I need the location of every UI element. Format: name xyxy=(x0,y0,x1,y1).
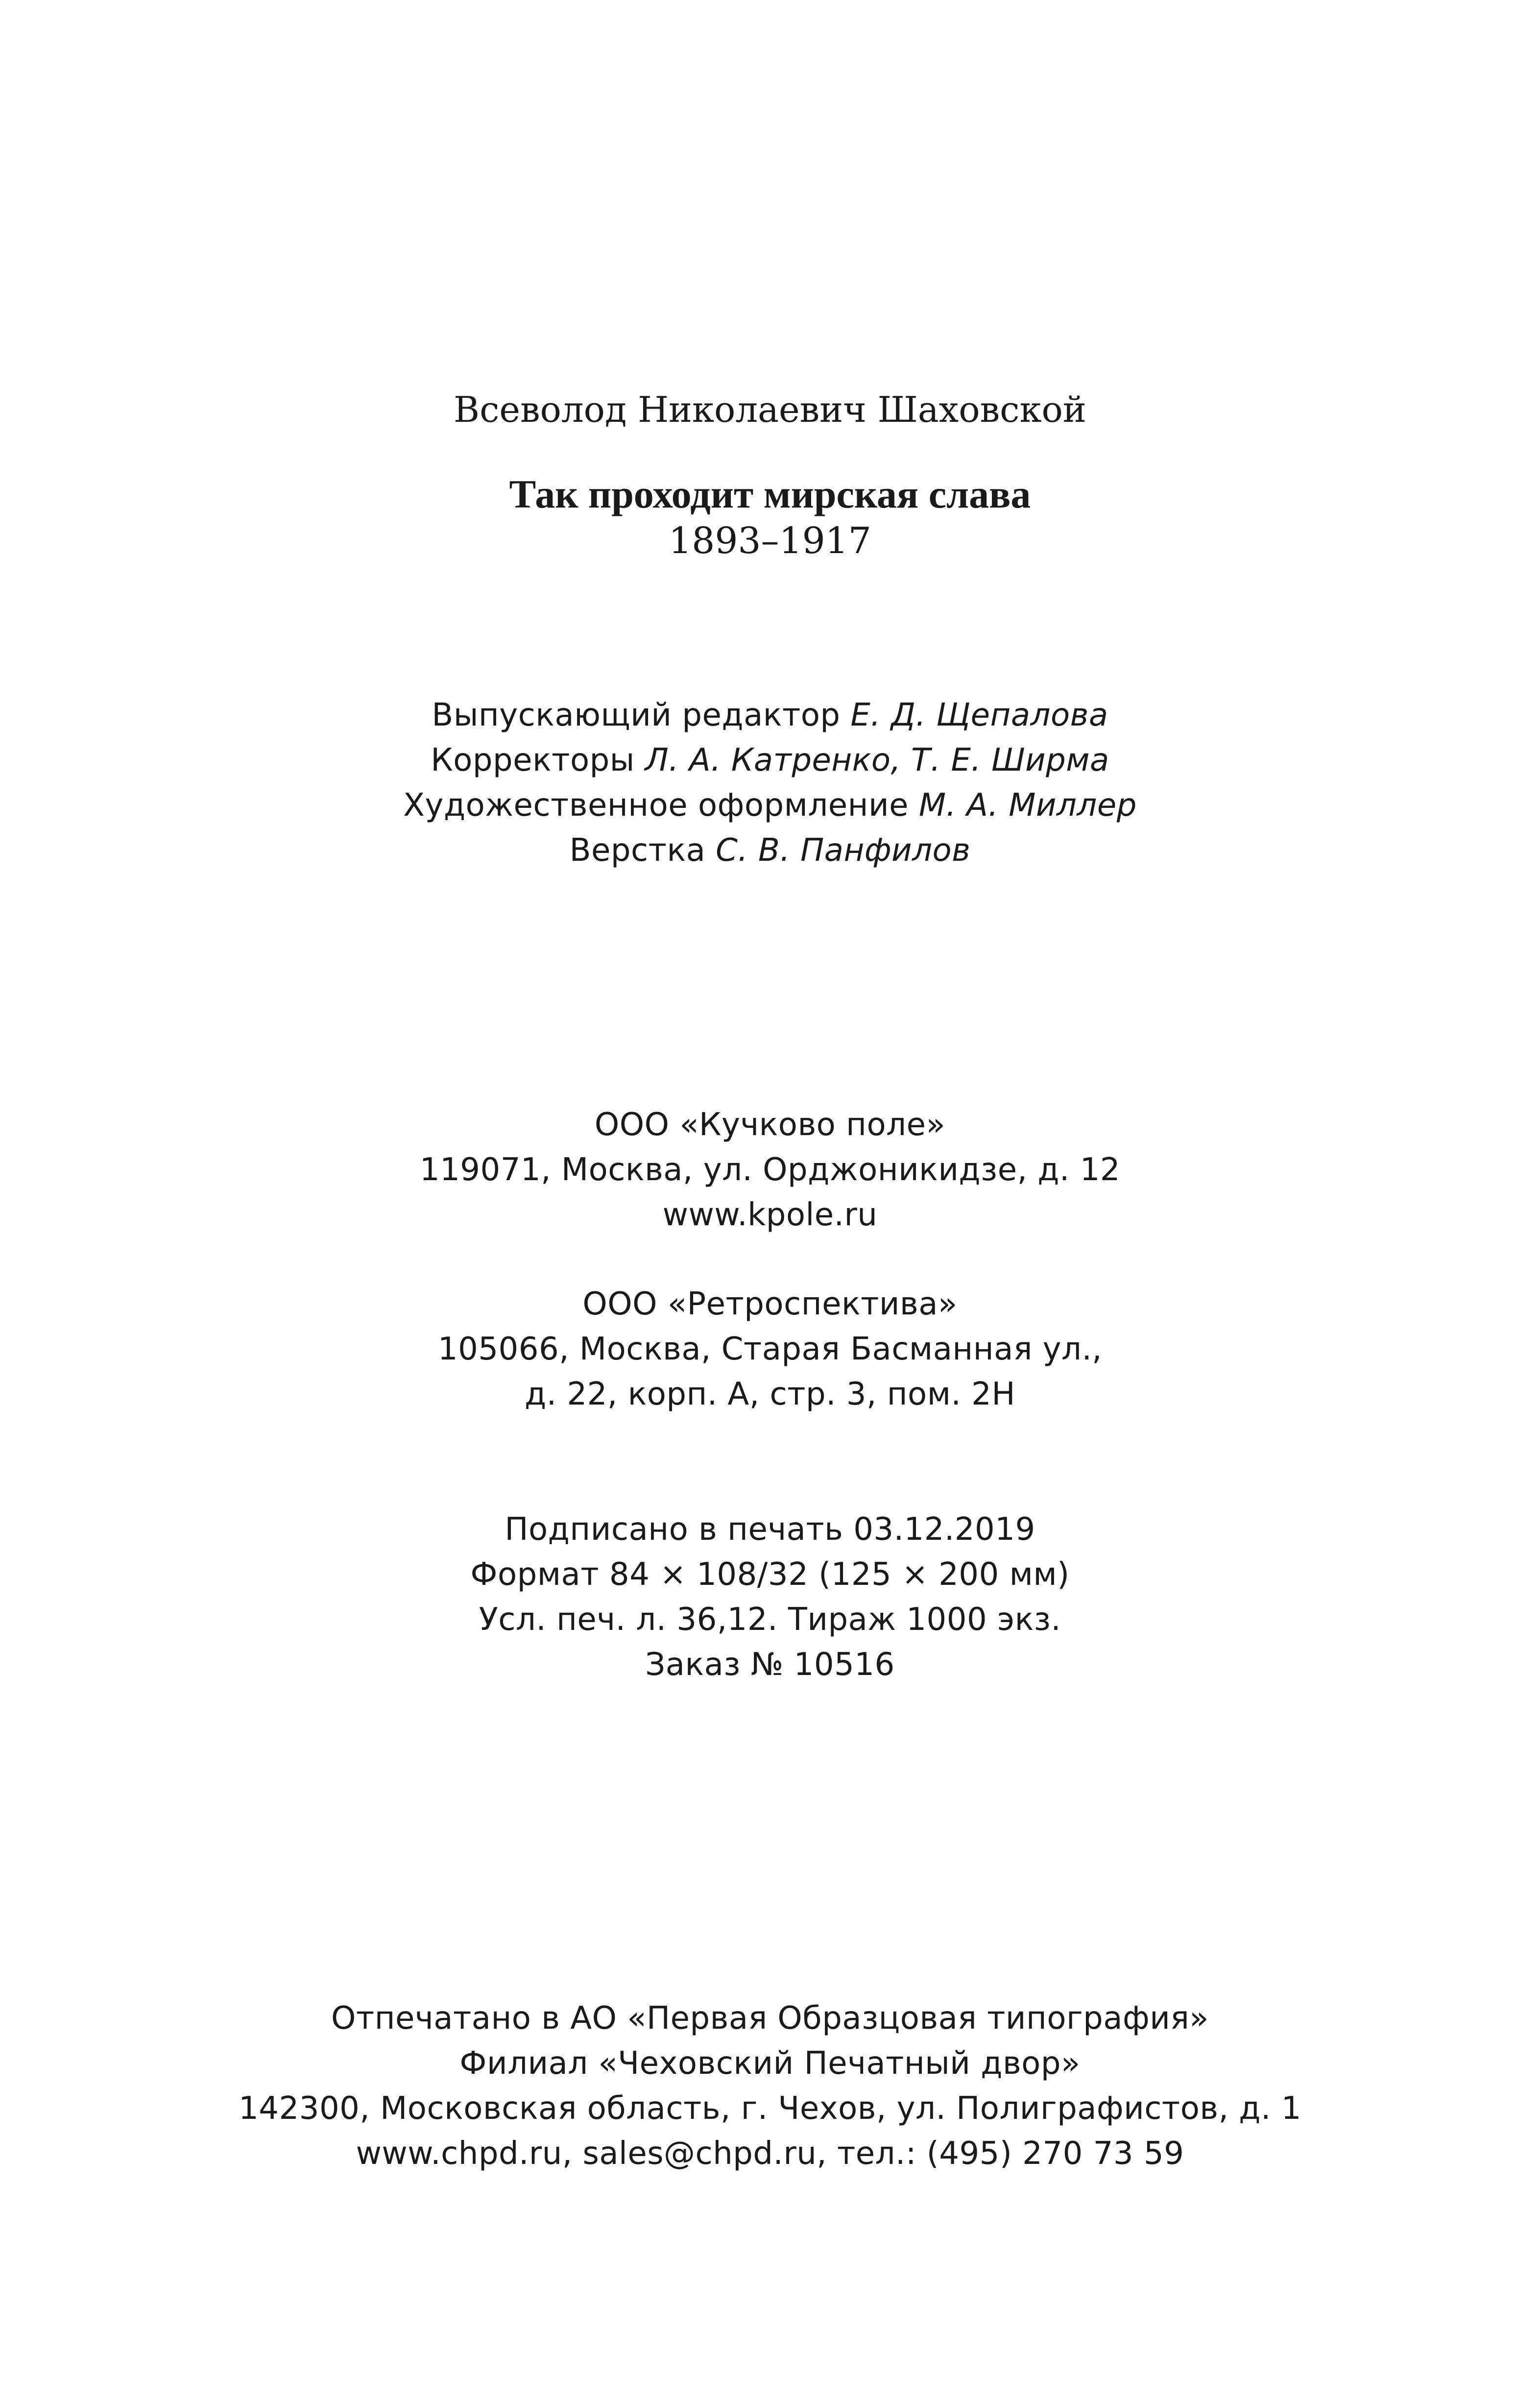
book-title: Так проходит мирская слава xyxy=(509,472,1031,516)
sheets-run-info: Усл. печ. л. 36,12. Тираж 1000 экз. xyxy=(479,1601,1061,1638)
credit-name: М. А. Миллер xyxy=(918,787,1137,824)
print-info-block xyxy=(0,1507,1540,1687)
credit-name: С. В. Панфилов xyxy=(716,832,971,869)
format-info: Формат 84 × 108/32 (125 × 200 мм) xyxy=(470,1556,1070,1593)
author-block xyxy=(0,385,1540,434)
publisher-block-kuchkovo xyxy=(0,1102,1540,1237)
signed-to-print: Подписано в печать 03.12.2019 xyxy=(505,1511,1035,1548)
publisher-name: ООО «Ретроспектива» xyxy=(582,1286,958,1322)
title-block xyxy=(0,470,1540,563)
credit-role: Художественное оформление xyxy=(403,787,909,824)
credit-name: Е. Д. Щепалова xyxy=(850,697,1108,733)
credit-line-editor xyxy=(0,693,1540,738)
printer-contacts: www.chpd.ru, sales@chpd.ru, тел.: (495) 270 73 59 xyxy=(356,2135,1184,2172)
publisher-address: 119071, Москва, ул. Орджоникидзе, д. 12 xyxy=(419,1152,1121,1188)
publisher-name: ООО «Кучково поле» xyxy=(594,1107,946,1143)
credit-line-proofreaders xyxy=(0,738,1540,783)
printer-name: Отпечатано в АО «Первая Образцовая типография» xyxy=(331,2000,1209,2037)
credit-line-design xyxy=(0,783,1540,828)
credit-name: Л. А. Катренко, Т. Е. Ширма xyxy=(645,742,1109,778)
credit-role: Верстка xyxy=(569,832,706,869)
credit-role: Корректоры xyxy=(431,742,635,778)
printer-address: 142300, Московская область, г. Чехов, ул. Полиграфистов, д. 1 xyxy=(239,2090,1301,2127)
credit-line-layout xyxy=(0,828,1540,873)
publisher-block-retrospektiva xyxy=(0,1282,1540,1417)
publisher-address-line2: д. 22, корп. А, стр. 3, пом. 2Н xyxy=(525,1376,1015,1412)
publisher-address-line1: 105066, Москва, Старая Басманная ул., xyxy=(437,1331,1103,1367)
order-number: Заказ № 10516 xyxy=(645,1647,895,1683)
publisher-website: www.kpole.ru xyxy=(662,1197,878,1233)
printer-block xyxy=(0,1996,1540,2176)
book-years: 1893–1917 xyxy=(669,520,871,562)
author-name: Всеволод Николаевич Шаховской xyxy=(454,389,1086,430)
credits-block xyxy=(0,693,1540,873)
printer-branch: Филиал «Чеховский Печатный двор» xyxy=(459,2045,1081,2082)
credit-role: Выпускающий редактор xyxy=(432,697,841,733)
